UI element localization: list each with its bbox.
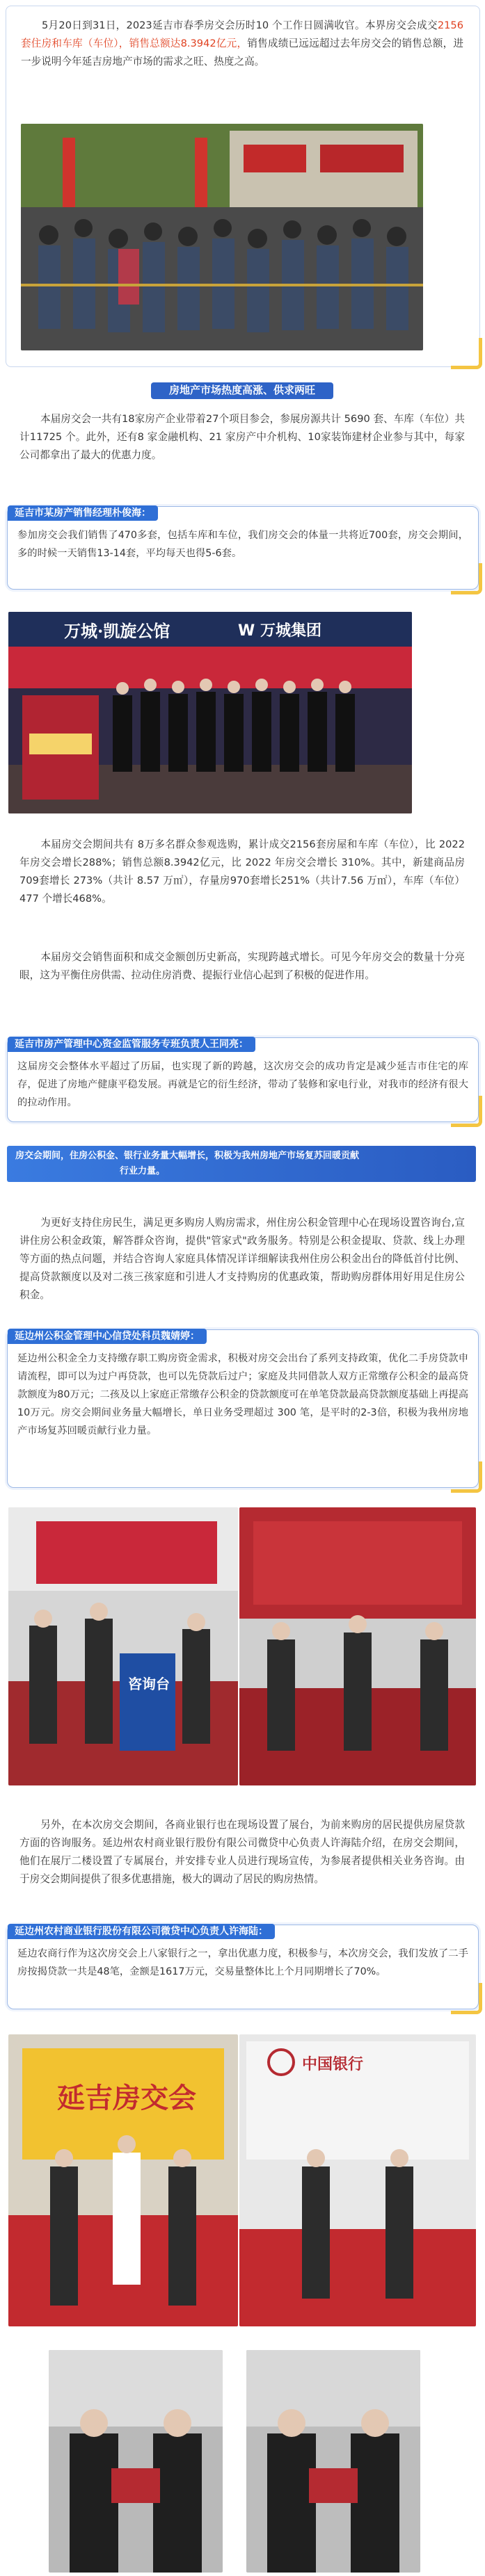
paragraph-banks: 另外，在本次房交会期间，各商业银行也在现场设置了展台，为前来购房的居民提供房屋贷款方面的咨询服务。延边州农村商业银行股份有限公司微贷中心负责人许海陆介绍，在房交会期间，他们在展厅二楼设置了专属展台，并安排专业人员进行现场宣传，为参展者提供相关业务咨询。由于房交会期间提供了很多优惠措施，极大的调动了居民的购房热情。 <box>19 1819 465 1885</box>
quote-title-housing-center: 延吉市房产管理中心资金监管服务专班负责人王同亮： <box>8 1037 255 1052</box>
quote-box-provident-fund <box>7 1329 479 1488</box>
quote-text-housing-center: 这届房交会整体水平超过了历届，也实现了新的跨越，这次房交会的成功肯定是减少延吉市住宅的库存，促进了房地产健康平稳发展。再就是它的衍生经济，带动了装修和家电行业，对我市的经济有很大的拉动作用。 <box>17 1061 468 1108</box>
intro-corner-decoration <box>451 338 482 369</box>
quote-box-sales-manager <box>7 506 479 590</box>
sales-team-photo <box>8 612 412 813</box>
sign-developer-name: W 万城集团 <box>238 622 321 640</box>
quote3-corner-decoration <box>451 1461 482 1493</box>
quote4-corner-decoration <box>451 1983 482 2014</box>
quote-box-rural-bank <box>7 1925 479 2009</box>
quote-text-provident-fund: 延边州公积金全力支持缴存职工购房资金需求，积极对房交会出台了系列支持政策，优化二手房贷款申请流程，即可以为过户再贷款，也可以先贷款后过户；家庭及共同借款人双方正常缴存公积金的最高贷款额度为80万元；二孩及以上家庭正常缴存公积金的贷款额度可在单笔贷款最高贷款额度基础上再提高10万元。房交会期间业务量大幅增长，单日业务受理超过 300 笔，是平时的2-3倍，积极为我州房地产市场复苏回暖贡献行业力量。 <box>17 1353 468 1436</box>
bank-name-sign: 中国银行 <box>302 2055 364 2073</box>
intro-highlight: 2156套住房和车库（车位），销售总额达8.3942亿元， <box>21 19 463 49</box>
developer-logo-icon: W <box>238 622 260 640</box>
quote-title-sales-manager: 延吉市某房产销售经理朴俊海： <box>8 505 158 521</box>
quote-title-provident-fund: 延边州公积金管理中心信贷处科员魏婧婷： <box>8 1329 207 1344</box>
quote-box-housing-center <box>7 1037 479 1122</box>
consultation-desk-photo <box>8 1507 238 1785</box>
paragraph-participants: 本届房交会一共有18家房产企业带着27个项目参会，参展房源共计 5690 套、车库（车位）共计11725 个。此外，还有8 家金融机构、21 家房产中介机构、10家装饰建材企业参与其中，每家公司都拿出了最大的优惠力度。 <box>19 413 465 461</box>
quote1-corner-decoration <box>451 563 482 594</box>
bank-of-china-booth-photo <box>239 2034 476 2326</box>
fair-banner-photo <box>8 2034 238 2326</box>
award-ceremony-photo-right <box>246 2350 420 2573</box>
quote-text-sales-manager: 参加房交会我们销售了470多套，包括车库和车位，我们房交会的体量一共将近700套，房交会期间，多的时候一天销售13-14套，平均每天也得5-6套。 <box>17 530 468 559</box>
section-banner-fund-banking: 房交会期间，住房公积金、银行业务量大幅增长，积极为我州房地产市场复苏回暖贡献 行业力量。 <box>7 1146 476 1182</box>
sign-project-name: 万城·凯旋公馆 <box>64 621 170 641</box>
quote-title-rural-bank: 延边州农村商业银行股份有限公司微贷中心负责人许海陆： <box>8 1924 275 1939</box>
paragraph-sales-stats: 本届房交会期间共有 8万多名群众参观选购，累计成交2156套房屋和车库（车位），比 2022 年房交会增长288%；销售总额8.3942亿元，比 2022 年房交会增长 310%。其中，新建商品房709套增长 273%（共计 8.57 万㎡），存量房970套增长251%（共计7.56 万㎡），车库（车位）477 个增长468%。 <box>19 839 465 905</box>
crowd-at-fair-photo <box>21 124 423 350</box>
paragraph-provident-fund: 为更好支持住房民生，满足更多购房人购房需求，州住房公积金管理中心在现场设置咨询台,宣讲住房公积金政策，解答群众咨询，提供"管家式"政务服务。特别是公积金提取、贷款、线上办理等方面的热点问题，并结合咨询人家庭具体情况详详细解读我州住房公积金出台的降低首付比例、提高贷款额度以及对二孩三孩家庭和引进人才支持购房的优惠政策，帮助购房群体用好用足住房公积金。 <box>19 1217 465 1301</box>
quote2-corner-decoration <box>451 1096 482 1127</box>
fair-banner-title: 延吉房交会 <box>57 2082 196 2114</box>
section-banner-supply-demand: 房地产市场热度高涨、供求两旺 <box>151 382 333 399</box>
bank-desk-photo <box>239 1507 476 1785</box>
quote-text-rural-bank: 延边农商行作为这次房交会上八家银行之一，拿出优惠力度，积极参与，本次房交会，我们发放了二手房按揭贷款一共是48笔，金额是1617万元，交易量整体比上个月同期增长了70%。 <box>17 1948 468 1977</box>
consultation-desk-sign: 咨询台 <box>128 1676 170 1692</box>
paragraph-record-high: 本届房交会销售面积和成交金额创历史新高，实现跨越式增长。可见今年房交会的数量十分亮眼，这为平衡住房供需、拉动住房消费、提振行业信心起到了积极的促进作用。 <box>19 951 465 981</box>
award-ceremony-photo-left <box>49 2350 223 2573</box>
intro-paragraph: 5月20日到31日，2023延吉市春季房交会历时10 个工作日圆满收官。本界房交会成交2156套住房和车库（车位），销售总额达8.3942亿元，销售成绩已远远超过去年房交会的销售总额，进一步说明今年延吉房地产市场的需求之旺、热度之高。 <box>21 19 463 67</box>
